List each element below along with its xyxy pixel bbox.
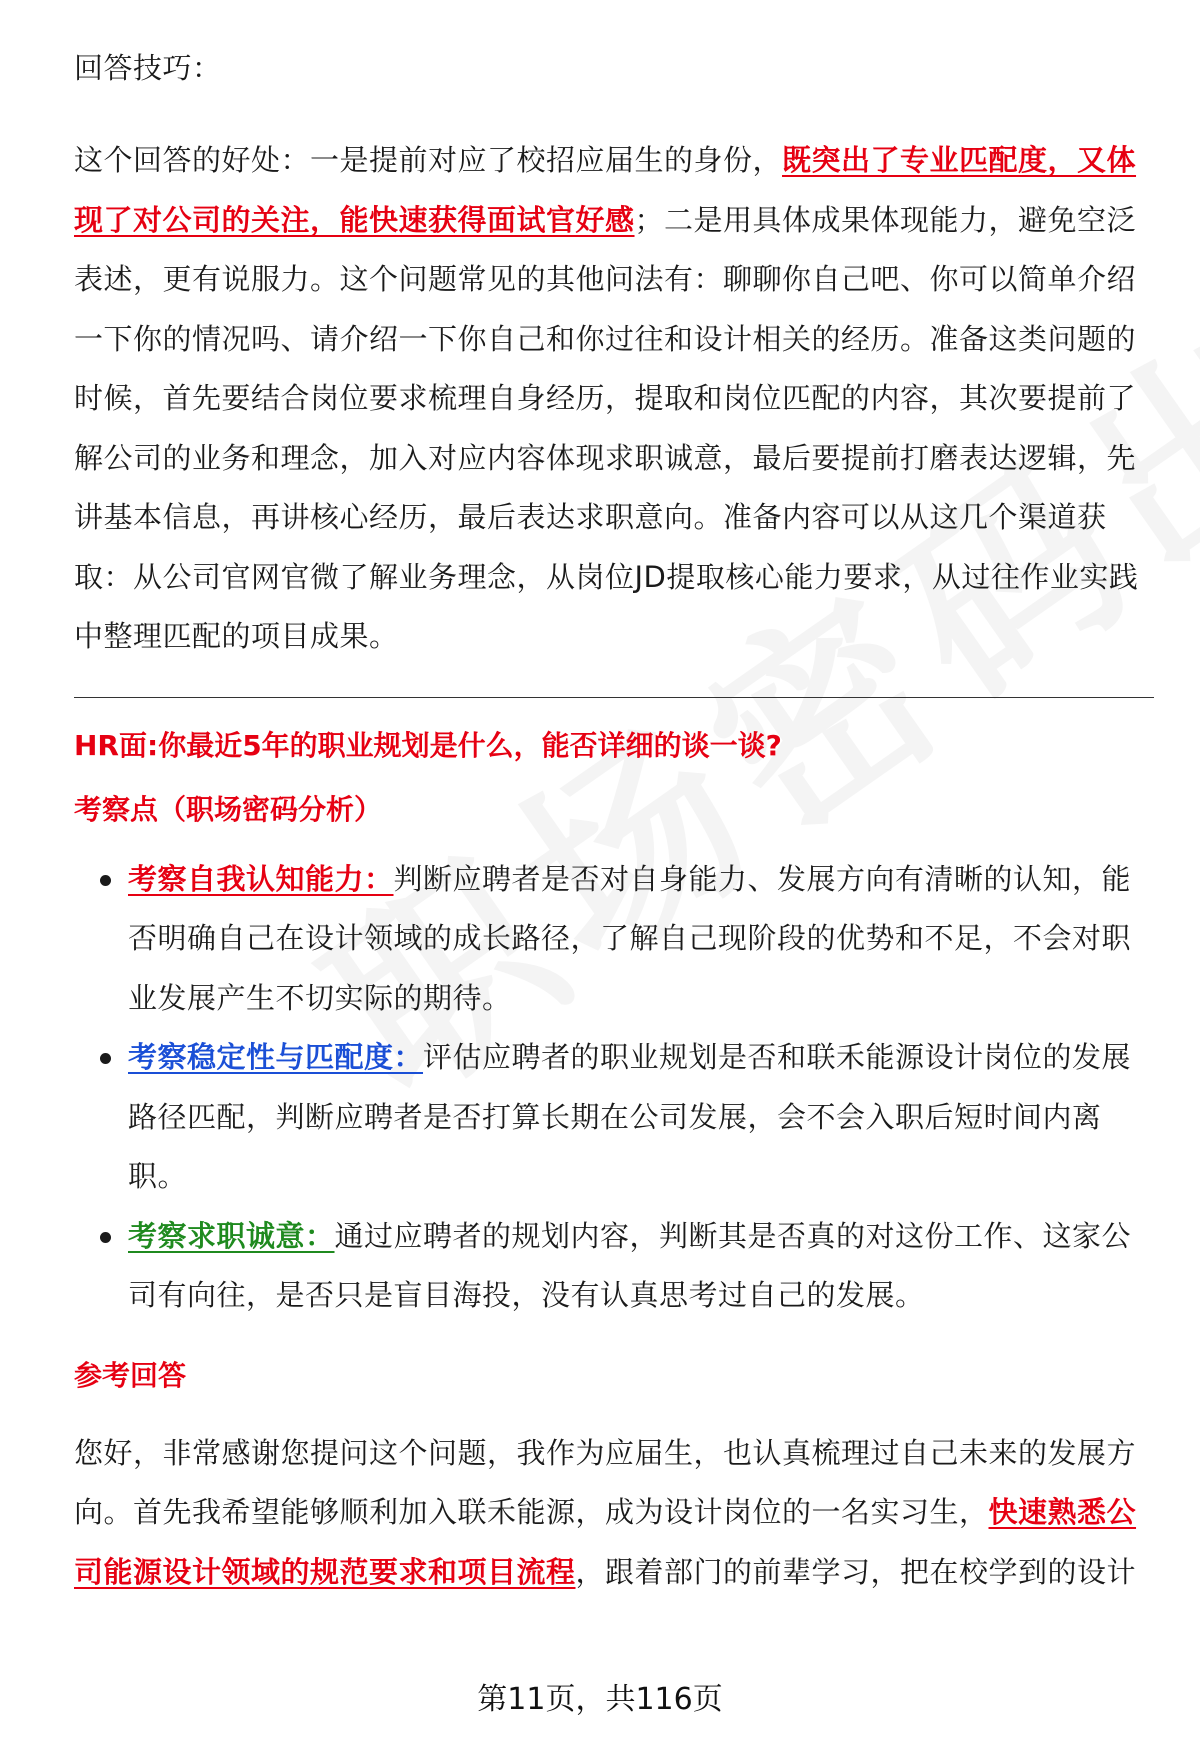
point-text: 通过应聘者的规划内容，判断其是否真的对这份工作、这家公司有向往，是否只是盲目海投，没有认真思考过自己的发展。 xyxy=(128,1218,1132,1312)
answer-heading: 参考回答 xyxy=(74,1358,187,1392)
answer-text-1: 您好，非常感谢您提问这个问题，我作为应届生，也认真梳理过自己未来的发展方向。首先我希望能够顺利加入联禾能源，成为设计岗位的一名实习生， xyxy=(74,1435,1137,1529)
tips-emphasis: 既突出了专业匹配度，又体现了对公司的关注，能快速获得面试官好感 xyxy=(74,143,1137,237)
question-title: HR面:你最近5年的职业规划是什么，能否详细的谈一谈? xyxy=(74,728,782,762)
answer-paragraph xyxy=(74,1424,1154,1603)
point-label: 考察求职诚意： xyxy=(128,1218,335,1253)
list-item xyxy=(74,1207,1154,1326)
tips-text-1: 这个回答的好处：一是提前对应了校招应届生的身份， xyxy=(74,143,783,177)
points-heading: 考察点（职场密码分析） xyxy=(74,792,383,826)
point-label: 考察自我认知能力： xyxy=(128,861,394,896)
document-page xyxy=(74,48,1154,1602)
tips-label: 回答技巧： xyxy=(74,51,222,85)
section-divider xyxy=(74,697,1154,698)
points-list xyxy=(74,850,1154,1326)
page-number: 第11页，共116页 xyxy=(477,1682,723,1717)
tips-paragraph xyxy=(74,131,1154,667)
point-text: 评估应聘者的职业规划是否和联禾能源设计岗位的发展路径匹配，判断应聘者是否打算长期在公司发展，会不会入职后短时间内离职。 xyxy=(128,1040,1132,1193)
point-label: 考察稳定性与匹配度： xyxy=(128,1040,424,1074)
tips-text-2: ；二是用具体成果体现能力，避免空泛表述，更有说服力。这个问题常见的其他问法有：聊聊你自己吧、你可以简单介绍一下你的情况吗、请介绍一下你自己和你过往和设计相关的经历。准备这类问题的时候，首先要结合岗位要求梳理自身经历，提取和岗位匹配的内容，其次要提前了解公司的业务和理念，加入对应内容体现求职诚意，最后要提前打磨表达逻辑，先讲基本信息，再讲核心经历，最后表达求职意向。准备内容可以从这几个渠道获取：从公司官网官微了解业务理念，从岗位JD提取核心能力要求，从过往作业实践中整理匹配的项目成果。 xyxy=(74,202,1139,653)
list-item xyxy=(74,1028,1154,1207)
answer-text-2: ，跟着部门的前辈学习，把在校学到的设计 xyxy=(575,1554,1137,1589)
answer-emphasis: 快速熟悉公司能源设计领域的规范要求和项目流程 xyxy=(74,1495,1137,1589)
list-item xyxy=(74,850,1154,1029)
point-text: 判断应聘者是否对自身能力、发展方向有清晰的认知，能否明确自己在设计领域的成长路径，了解自己现阶段的优势和不足，不会对职业发展产生不切实际的期待。 xyxy=(128,861,1132,1015)
